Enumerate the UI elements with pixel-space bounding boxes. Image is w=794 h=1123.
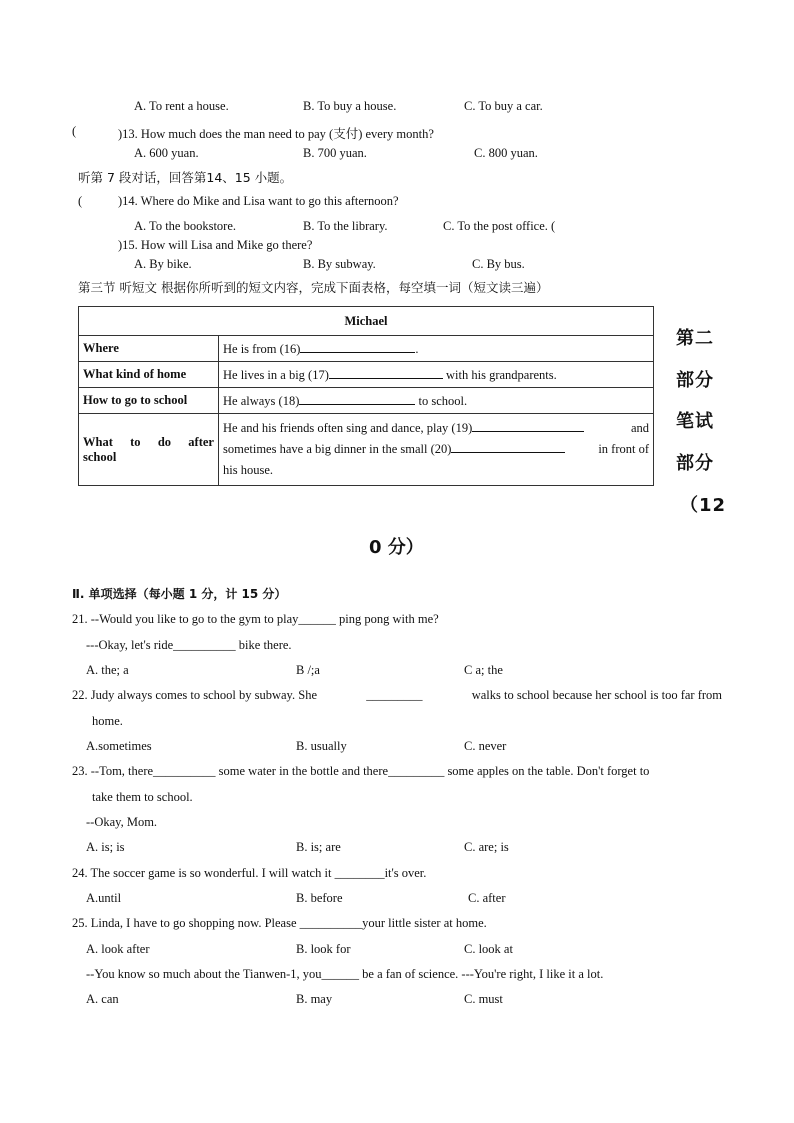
row-where-prefix: He is from (16) (223, 341, 301, 356)
after-school-line1-prefix: He and his friends often sing and dance, play (19) (223, 421, 473, 435)
after-school-label-word-2: to (130, 434, 141, 449)
q23-option-b[interactable]: B. is; are (296, 840, 341, 854)
q25-option-c[interactable]: C. look at (464, 942, 513, 956)
q23-text-3: some apples on the table. Don't forget to (444, 764, 650, 778)
row-school-suffix: to school. (415, 393, 468, 408)
q26-option-b[interactable]: B. may (296, 992, 333, 1006)
side-heading-3: 笔试 (676, 411, 714, 432)
q21-option-c[interactable]: C a; the (464, 663, 503, 677)
q24-option-c[interactable]: C. after (468, 891, 506, 905)
row-home-suffix: with his grandparents. (442, 367, 557, 382)
q21-text-2: ping pong with me? (335, 612, 439, 626)
q25-blank[interactable]: __________ (299, 916, 363, 930)
q21-stem (72, 612, 439, 627)
q25-option-a[interactable]: A. look after (86, 942, 150, 956)
section-3-instruction: 第三节 听短文 根据你所听到的短文内容，完成下面表格，每空填一词（短文读三遍） (78, 280, 549, 295)
q14-option-a: A. To the bookstore. (134, 219, 237, 233)
q24-option-b[interactable]: B. before (296, 891, 343, 905)
after-school-line-2 (223, 439, 649, 460)
row-home-prefix: He lives in a big (17) (223, 367, 329, 382)
after-school-label-line2: school (83, 449, 117, 464)
q14-text: )14. Where do Mike and Lisa want to go this afternoon? (118, 194, 399, 208)
q21-text-1: 21. --Would you like to go to the gym to play (72, 612, 299, 626)
q26-blank[interactable]: ______ (321, 967, 360, 981)
q25-text-1: 25. Linda, I have to go shopping now. Please (72, 916, 300, 930)
blank-19[interactable] (472, 420, 584, 432)
q22-text-2: walks to school because her school is too far from (471, 688, 722, 702)
q24-option-a[interactable]: A.until (86, 891, 122, 905)
q14-paren: ( (78, 194, 83, 208)
q23-blank-2[interactable]: _________ (388, 764, 445, 778)
q15-option-c: C. By bus. (472, 257, 525, 271)
q15-text: )15. How will Lisa and Mike go there? (118, 238, 313, 252)
q12-option-b: B. To buy a house. (303, 99, 397, 113)
q24-stem (72, 866, 426, 881)
q21-reply (86, 638, 292, 653)
q23-text-2: some water in the bottle and there (215, 764, 389, 778)
dialogue-7-instruction: 听第 7 段对话，回答第14、15 小题。 (78, 170, 293, 185)
q21-blank[interactable]: ______ (298, 612, 336, 626)
q13-option-c: C. 800 yuan. (474, 146, 538, 160)
q24-blank[interactable]: ________ (334, 866, 385, 880)
q22-option-a[interactable]: A.sometimes (86, 739, 152, 753)
q26-option-a[interactable]: A. can (86, 992, 119, 1006)
q25-option-b[interactable]: B. look for (296, 942, 351, 956)
q24-text-1: 24. The soccer game is so wonderful. I will watch it (72, 866, 335, 880)
blank-17[interactable] (329, 367, 443, 379)
q14-option-b: B. To the library. (303, 219, 388, 233)
row-content-home (219, 362, 654, 388)
q21-reply-blank[interactable]: __________ (173, 638, 236, 652)
q22-continuation: home. (92, 714, 123, 728)
q23-reply: --Okay, Mom. (86, 815, 158, 829)
side-heading-1: 第二 (676, 328, 714, 349)
q13-paren: ( (72, 124, 77, 138)
after-school-line-1 (223, 418, 649, 439)
after-school-label-line1 (83, 435, 214, 450)
q23-option-a[interactable]: A. is; is (86, 840, 125, 854)
q15-option-a: A. By bike. (134, 257, 192, 271)
row-label-where: Where (79, 336, 219, 362)
q26-text-1: --You know so much about the Tianwen-1, you (86, 967, 322, 981)
after-school-line2-prefix: sometimes have a big dinner in the small (20) (223, 442, 452, 456)
q12-option-a: A. To rent a house. (134, 99, 229, 113)
q23-blank-1[interactable]: __________ (153, 764, 216, 778)
blank-18[interactable] (299, 393, 415, 405)
side-heading-2: 部分 (676, 370, 714, 391)
row-label-home: What kind of home (79, 362, 219, 388)
michael-info-table (78, 306, 654, 486)
q23-text-1: 23. --Tom, there (72, 764, 154, 778)
after-school-label-word-4: after (188, 434, 214, 449)
q22-option-b[interactable]: B. usually (296, 739, 347, 753)
row-content-after-school (219, 414, 654, 486)
after-school-line1-suffix: and (630, 421, 649, 435)
q21-option-b[interactable]: B /;a (296, 663, 320, 677)
q15-option-b: B. By subway. (303, 257, 376, 271)
row-where-suffix: . (415, 341, 419, 356)
blank-20[interactable] (451, 441, 565, 453)
blank-16[interactable] (300, 341, 415, 353)
q12-option-c: C. To buy a car. (464, 99, 543, 113)
side-heading-5: （12 (680, 495, 727, 516)
q21-reply-text-1: ---Okay, let's ride (86, 638, 174, 652)
row-content-where (219, 336, 654, 362)
q22-stem (72, 688, 722, 703)
q22-option-c[interactable]: C. never (464, 739, 507, 753)
q21-reply-text-2: bike there. (235, 638, 292, 652)
q25-stem (72, 916, 487, 931)
q13-text: )13. How much does the man need to pay (支付) every month? (118, 127, 434, 141)
row-content-school (219, 388, 654, 414)
q26-option-c[interactable]: C. must (464, 992, 503, 1006)
row-label-school: How to go to school (79, 388, 219, 414)
row-school-prefix: He always (18) (223, 393, 300, 408)
q23-option-c[interactable]: C. are; is (464, 840, 509, 854)
q26-text-2: be a fan of science. ---You're right, I like it a lot. (359, 967, 604, 981)
after-school-label-word-1: What (83, 434, 113, 449)
q26-stem (86, 967, 603, 982)
q22-blank[interactable]: _________ (366, 688, 423, 702)
q23-stem (72, 764, 649, 779)
q22-text-1: 22. Judy always comes to school by subway. She (72, 688, 317, 702)
heading-tail: 0 分） (369, 537, 424, 558)
q24-text-2: it's over. (384, 866, 427, 880)
part-2-title: Ⅱ. 单项选择（每小题 1 分，计 15 分） (72, 587, 287, 601)
after-school-line-3: his house. (223, 463, 273, 477)
q13-option-b: B. 700 yuan. (303, 146, 367, 160)
q13-option-a: A. 600 yuan. (134, 146, 199, 160)
after-school-label-word-3: do (157, 434, 172, 449)
q14-option-c: C. To the post office. ( (443, 219, 556, 233)
q25-text-2: your little sister at home. (362, 916, 487, 930)
table-title: Michael (79, 307, 654, 336)
row-label-after-school (79, 414, 219, 486)
after-school-line2-suffix: in front of (598, 442, 649, 456)
q21-option-a[interactable]: A. the; a (86, 663, 129, 677)
side-heading-4: 部分 (676, 453, 714, 474)
q23-continuation: take them to school. (92, 790, 193, 804)
